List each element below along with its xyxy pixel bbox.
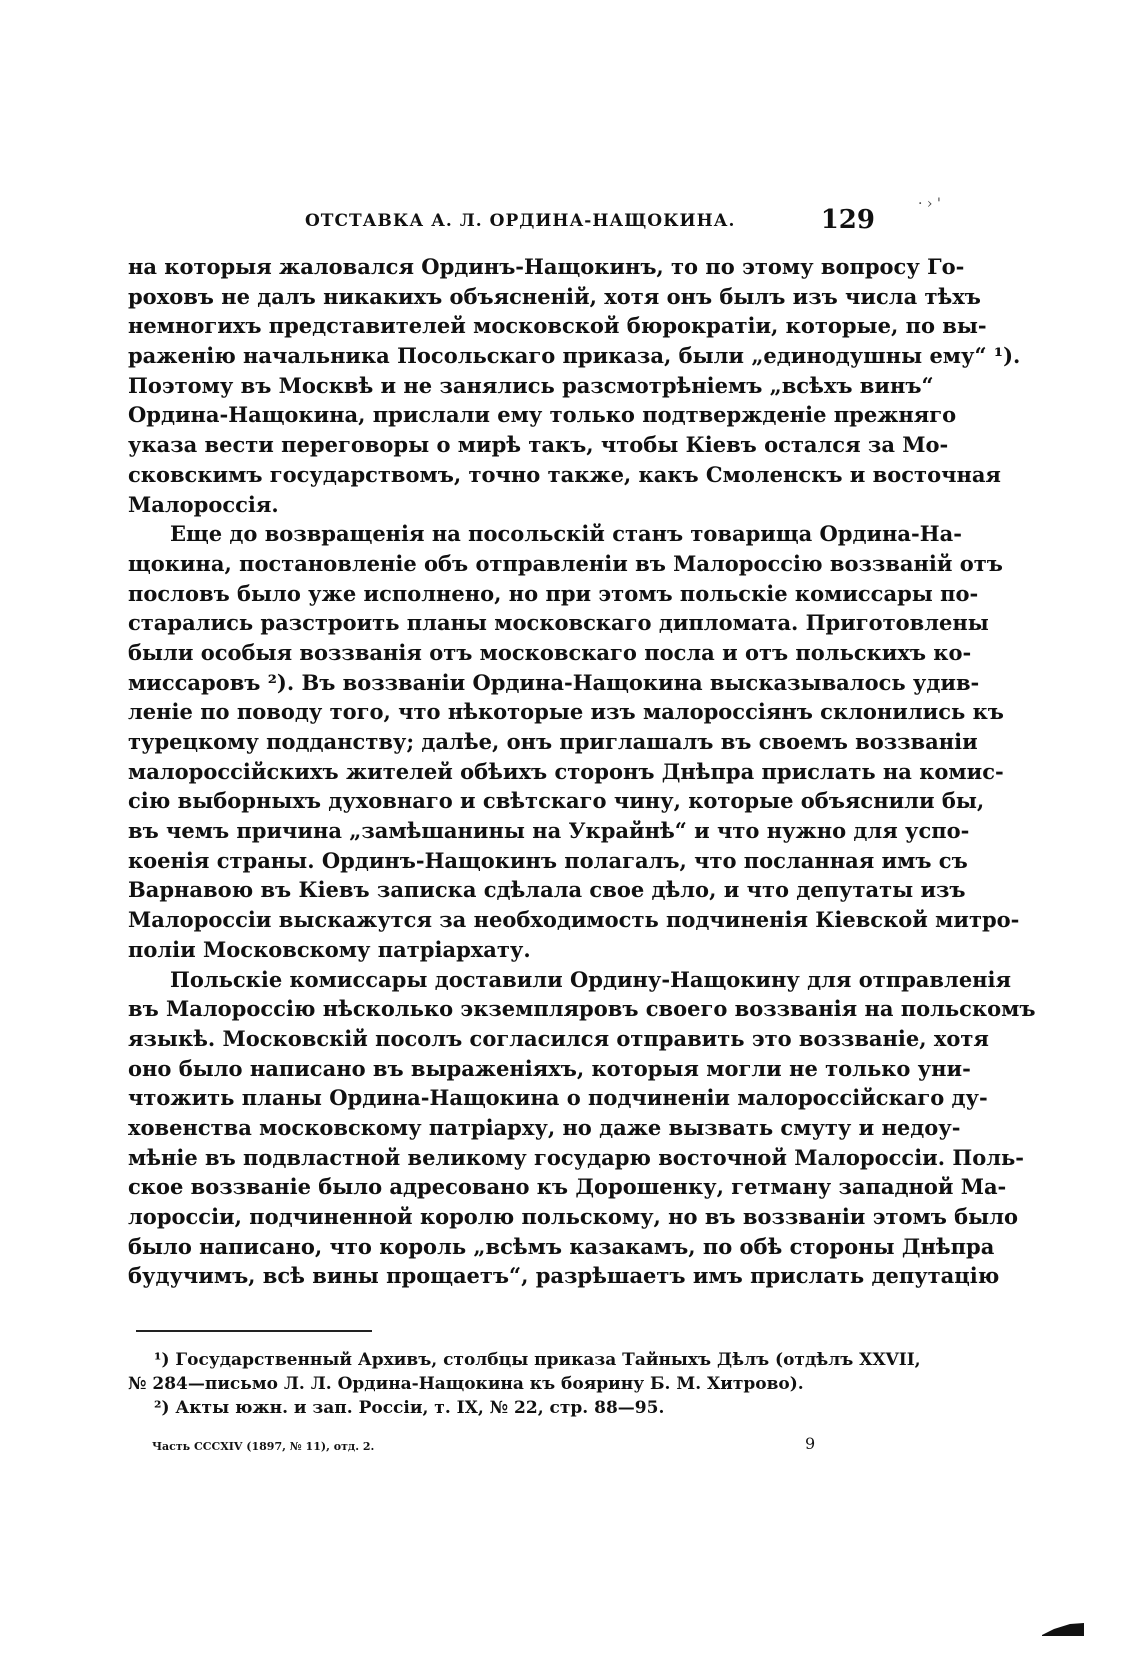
footnote-line: ²) Акты южн. и зап. Россіи, т. IX, № 22, стр. 88—95.	[154, 1398, 665, 1418]
body-text	[128, 252, 1036, 1291]
text-line: Ордина-Нащокина, прислали ему только подтвержденіе прежняго	[128, 402, 957, 428]
text-line: на которыя жаловался Ординъ-Нащокинъ, то по этому вопросу Го-	[128, 254, 965, 279]
text-line: Еще до возвращенія на посольскій станъ товарища Ордина-На-	[170, 521, 962, 547]
footnote-line: ¹) Государственный Архивъ, столбцы приказа Тайныхъ Дѣлъ (отдѣлъ XXVII,	[154, 1350, 921, 1370]
footnotes	[128, 1348, 921, 1420]
text-line: Поэтому въ Москвѣ и не занялись разсмотрѣніемъ „всѣхъ винъ“	[128, 372, 934, 398]
scan-marks: · › '	[918, 196, 941, 212]
text-line: оно было написано въ выраженіяхъ, которыя могли не только уни-	[128, 1055, 971, 1081]
footnote-line: № 284—письмо Л. Л. Ордина-Нащокина къ боярину Б. М. Хитрово).	[128, 1374, 804, 1394]
text-line: чтожить планы Ордина-Нащокина о подчиненіи малороссійскаго ду-	[128, 1085, 988, 1111]
text-line: Малороссія.	[128, 491, 279, 517]
signature-number: 9	[805, 1434, 816, 1453]
text-line: сковскимъ государствомъ, точно также, какъ Смоленскъ и восточная	[128, 461, 1001, 487]
signature-mark: Часть CCCXIV (1897, № 11), отд. 2.	[152, 1440, 375, 1453]
text-line: были особыя воззванія отъ московскаго посла и отъ польскихъ ко-	[128, 639, 972, 665]
text-line: мѣніе въ подвластной великому государю восточной Малороссіи. Поль-	[128, 1144, 1024, 1170]
text-line: ховенства московскому патріарху, но даже вызвать смуту и недоу-	[128, 1114, 961, 1140]
text-line: малороссійскихъ жителей обѣихъ сторонъ Днѣпра прислать на комис-	[128, 758, 1004, 784]
text-line: лороссіи, подчиненной королю польскому, но въ воззваніи этомъ было	[128, 1204, 1019, 1229]
text-line: будучимъ, всѣ вины прощаетъ“, разрѣшаетъ имъ прислать депутацію	[128, 1263, 1000, 1289]
text-line: ское воззваніе было адресовано къ Дорошенку, гетману западной Ма-	[128, 1174, 1007, 1200]
text-line: немногихъ представителей московской бюрократіи, которые, по вы-	[128, 313, 987, 339]
text-line: старались разстроить планы московскаго дипломата. Приготовлены	[128, 610, 989, 636]
text-line: Варнавою въ Кіевъ записка сдѣлала свое дѣло, и что депутаты изъ	[128, 877, 966, 903]
text-line: миссаровъ ²). Въ воззваніи Ордина-Нащокина высказывалось удив-	[128, 669, 980, 695]
text-line: щокина, постановленіе объ отправленіи въ Малороссію воззваній отъ	[128, 550, 1003, 576]
text-line: поліи Московскому патріархату.	[128, 936, 531, 962]
running-title: ОТСТАВКА А. Л. ОРДИНА-НАЩОКИНА.	[305, 211, 736, 231]
text-line: указа вести переговоры о мирѣ такъ, чтобы Кіевъ остался за Мо-	[128, 432, 949, 458]
text-line: Польскіе комиссары доставили Ордину-Нащокину для отправленія	[170, 966, 1012, 992]
text-line: пословъ было уже исполнено, но при этомъ польскіе комиссары по-	[128, 580, 979, 606]
page-number: 129	[820, 205, 875, 235]
text-line: языкѣ. Московскій посолъ согласился отправить это воззваніе, хотя	[128, 1025, 989, 1051]
text-line: коенія страны. Ординъ-Нащокинъ полагалъ, что посланная имъ съ	[128, 847, 968, 873]
footnote-rule	[136, 1330, 372, 1332]
text-line: въ Малороссію нѣсколько экземпляровъ своего воззванія на польскомъ	[128, 996, 1036, 1022]
text-line: Малороссіи выскажутся за необходимость подчиненія Кіевской митро-	[128, 907, 1020, 933]
text-line: въ чемъ причина „замѣшанины на Украйнѣ“ и что нужно для успо-	[128, 818, 970, 844]
scan-tab-mark	[1040, 1620, 1085, 1638]
text-line: сію выборныхъ духовнаго и свѣтскаго чину, которые объяснили бы,	[128, 788, 985, 814]
text-line: раженію начальника Посольскаго приказа, были „единодушны ему“ ¹).	[128, 343, 1021, 369]
running-head	[305, 205, 875, 237]
text-line: роховъ не далъ никакихъ объясненій, хотя онъ былъ изъ числа тѣхъ	[128, 283, 981, 309]
text-line: было написано, что король „всѣмъ казакамъ, по обѣ стороны Днѣпра	[128, 1233, 995, 1259]
text-line: леніе по поводу того, что нѣкоторые изъ малороссіянъ склонились къ	[128, 699, 1004, 725]
text-line: турецкому подданству; далѣе, онъ приглашалъ въ своемъ воззваніи	[128, 729, 978, 754]
